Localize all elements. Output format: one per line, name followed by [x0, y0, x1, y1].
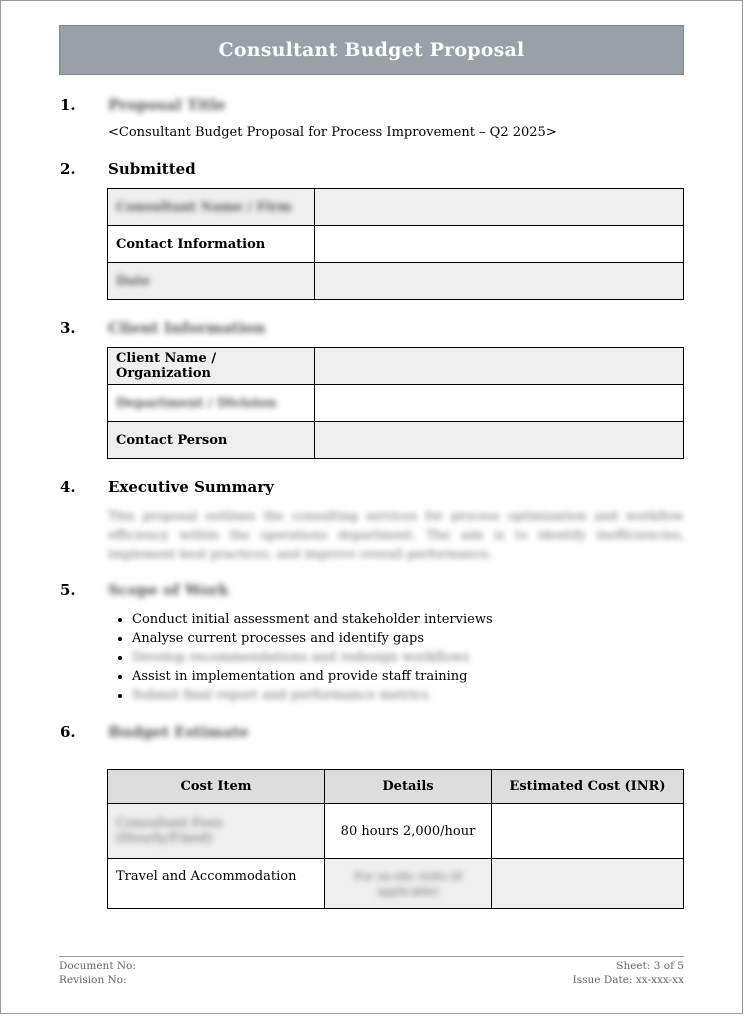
executive-summary-text: This proposal outlines the consulting services for process optimization and workflow efficiency within the operations department. The aim is to identify inefficiencies, implement best practices, and improve overall performance. — [108, 508, 684, 561]
column-header: Estimated Cost (INR) — [492, 770, 684, 804]
cost-item-cell: Travel and Accommodation — [108, 859, 325, 909]
proposal-title-text: <Consultant Budget Proposal for Process Improvement – Q2 2025> — [108, 125, 557, 140]
section-6-number: 6. — [60, 723, 76, 741]
client-label: Department / Division — [108, 385, 315, 422]
table-header-row — [108, 770, 684, 804]
submitted-label: Date — [108, 263, 315, 300]
section-1-title: Proposal Title — [108, 96, 226, 114]
column-header: Details — [325, 770, 492, 804]
section-6-title: Budget Estimate — [108, 723, 249, 741]
list-item: • Assist in implementation and provide staff training — [132, 667, 692, 686]
table-row — [108, 226, 684, 263]
table-row — [108, 189, 684, 226]
submitted-value — [315, 189, 684, 226]
section-5-number: 5. — [60, 581, 76, 599]
sheet-number: Sheet: 3 of 5 — [616, 960, 684, 972]
section-2-number: 2. — [60, 160, 76, 178]
cost-cell — [492, 859, 684, 909]
list-item: • Analyse current processes and identify gaps — [132, 629, 692, 648]
submitted-label: Consultant Name / Firm — [108, 189, 315, 226]
submitted-value — [315, 263, 684, 300]
section-4-title: Executive Summary — [108, 478, 274, 496]
cost-item-cell: Consultant Fees (Hourly/Fixed) — [108, 804, 325, 859]
list-item: • Conduct initial assessment and stakeholder interviews — [132, 610, 692, 629]
table-row — [108, 859, 684, 909]
list-item: • Develop recommendations and redesign workflows — [132, 648, 692, 667]
details-cell: 80 hours 2,000/hour — [325, 804, 492, 859]
section-3-title: Client Information — [108, 319, 266, 337]
cost-cell — [492, 804, 684, 859]
list-item: • Submit final report and performance metrics — [132, 686, 692, 705]
submitted-table — [107, 188, 684, 300]
revision-number-label: Revision No: — [59, 974, 127, 986]
submitted-label: Contact Information — [108, 226, 315, 263]
client-value — [315, 348, 684, 385]
issue-date: Issue Date: xx-xxx-xx — [572, 974, 684, 986]
document-title: Consultant Budget Proposal — [218, 39, 525, 61]
column-header: Cost Item — [108, 770, 325, 804]
client-value — [315, 385, 684, 422]
client-value — [315, 422, 684, 459]
table-row — [108, 422, 684, 459]
document-number-label: Document No: — [59, 960, 136, 972]
client-label: Contact Person — [108, 422, 315, 459]
section-5-title: Scope of Work — [108, 581, 229, 599]
title-bar — [59, 25, 684, 75]
budget-table — [107, 769, 684, 909]
table-row — [108, 348, 684, 385]
client-table — [107, 347, 684, 459]
section-3-number: 3. — [60, 319, 76, 337]
section-1-number: 1. — [60, 96, 76, 114]
section-4-number: 4. — [60, 478, 76, 496]
scope-list — [108, 610, 692, 705]
section-2-title: Submitted — [108, 160, 196, 178]
table-row — [108, 263, 684, 300]
table-row — [108, 385, 684, 422]
details-cell: For on-site visits (if applicable) — [325, 859, 492, 909]
client-label: Client Name / Organization — [108, 348, 315, 385]
table-row — [108, 804, 684, 859]
submitted-value — [315, 226, 684, 263]
page-footer — [59, 956, 684, 987]
